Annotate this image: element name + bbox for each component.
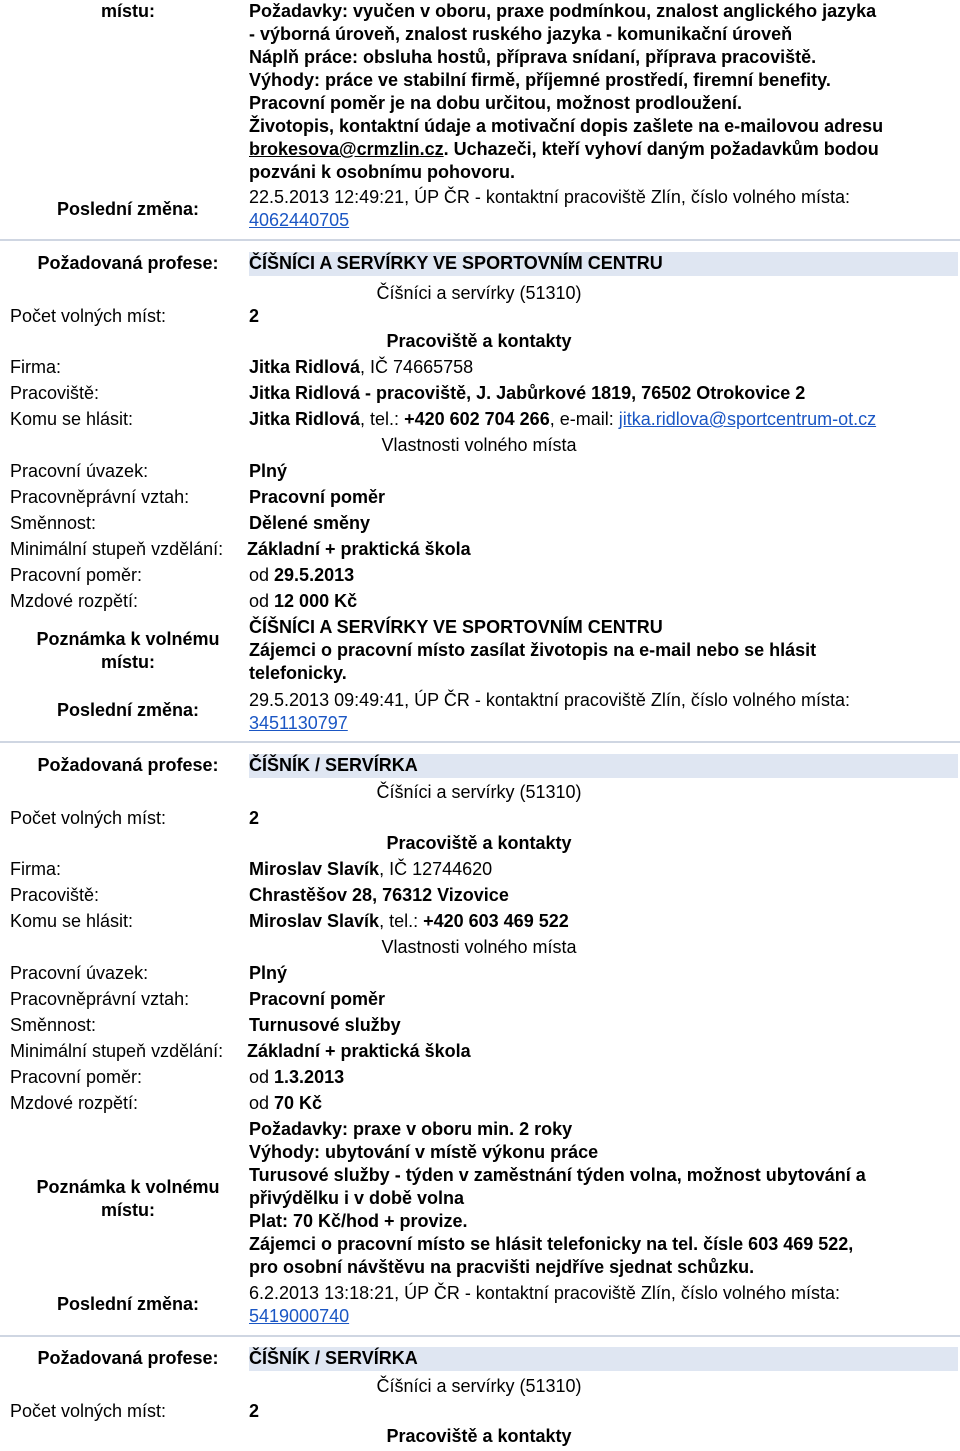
shift-value: Turnusové služby <box>249 1015 401 1035</box>
workplace-label: Pracoviště: <box>10 885 100 905</box>
profession-title: ČÍŠNÍK / SERVÍRKA <box>249 755 418 775</box>
relation-label: Pracovněprávní vztah: <box>10 487 190 507</box>
relation-value: Pracovní poměr <box>249 487 386 507</box>
note-line: pro osobní návštěvu na pracvišti nejdříve sjednat schůzku. <box>249 1257 755 1277</box>
last-change-text: 29.5.2013 09:49:41, ÚP ČR - kontaktní pracoviště Zlín, číslo volného místa: <box>249 690 850 710</box>
note-line: Náplň práce: obsluha hostů, příprava snídaní, příprava pracoviště. <box>249 47 817 67</box>
note-label-tail: místu: <box>101 652 155 672</box>
profession-category: Číšníci a servírky (51310) <box>376 1376 582 1396</box>
note-line: Požadavky: praxe v oboru min. 2 roky <box>249 1119 573 1139</box>
contact-email-link[interactable]: jitka.ridlova@sportcentrum-ot.cz <box>618 409 877 429</box>
last-change-label: Poslední změna: <box>56 1294 200 1314</box>
last-change-label: Poslední změna: <box>56 700 200 720</box>
note-line: Plat: 70 Kč/hod + provize. <box>249 1211 468 1231</box>
count-value: 2 <box>249 808 260 828</box>
education-label: Minimální stupeň vzdělání: <box>10 539 224 559</box>
shift-label: Směnnost: <box>10 1015 97 1035</box>
note-text: . Uchazeči, kteří vyhoví daným požadavkům bodou <box>443 139 879 159</box>
note-line: Zájemci o pracovní místo se hlásit telefonicky na tel. čísle 603 469 522, <box>249 1234 854 1254</box>
contact-label: Komu se hlásit: <box>10 409 134 429</box>
workplace-label: Pracoviště: <box>10 383 100 403</box>
note-line: - výborná úroveň, znalost ruského jazyka - komunikační úroveň <box>249 24 793 44</box>
profession-title: ČÍŠNÍCI A SERVÍRKY VE SPORTOVNÍM CENTRU <box>249 253 663 273</box>
employment-label: Pracovní poměr: <box>10 1067 143 1087</box>
note-line: přivýdělku i v době volna <box>249 1188 465 1208</box>
note-line: pozváni k osobnímu pohovoru. <box>249 162 516 182</box>
email-link[interactable]: brokesova@crmzlin.cz <box>249 139 444 159</box>
shift-label: Směnnost: <box>10 513 97 533</box>
note-line: ČÍŠNÍCI A SERVÍRKY VE SPORTOVNÍM CENTRU <box>249 617 663 637</box>
note-line: Výhody: ubytování v místě výkonu práce <box>249 1142 599 1162</box>
note-line: Pracovní poměr je na dobu určitou, možnost prodloužení. <box>249 93 743 113</box>
education-label: Minimální stupeň vzdělání: <box>10 1041 224 1061</box>
profession-label: Požadovaná profese: <box>37 253 219 273</box>
note-line: Zájemci o pracovní místo zasílat životopis na e-mail nebo se hlásit <box>249 640 817 660</box>
firm-value: Jitka Ridlová, IČ 74665758 <box>249 357 474 377</box>
workplace-value: Jitka Ridlová - pracoviště, J. Jabůrkové 1819, 76502 Otrokovice 2 <box>249 383 806 403</box>
salary-label: Mzdové rozpětí: <box>10 1093 139 1113</box>
note-label-tail: místu: <box>101 1200 155 1220</box>
note-label: Poznámka k volnému <box>36 629 220 649</box>
workload-label: Pracovní úvazek: <box>10 461 149 481</box>
note-label: Poznámka k volnému <box>36 1177 220 1197</box>
profession-category: Číšníci a servírky (51310) <box>376 283 582 303</box>
workload-value: Plný <box>249 461 288 481</box>
count-value: 2 <box>249 1401 260 1421</box>
count-label: Počet volných míst: <box>10 306 167 326</box>
relation-value: Pracovní poměr <box>249 989 386 1009</box>
contact-value: Jitka Ridlová, tel.: +420 602 704 266, e-mail: jitka.ridlova@sportcentrum-ot.cz <box>249 409 877 429</box>
section-heading-contacts: Pracoviště a kontakty <box>386 1426 572 1446</box>
count-label: Počet volných míst: <box>10 1401 167 1421</box>
salary-value: od 70 Kč <box>249 1093 323 1113</box>
salary-value: od 12 000 Kč <box>249 591 358 611</box>
section-heading-properties: Vlastnosti volného místa <box>381 435 577 455</box>
section-heading-contacts: Pracoviště a kontakty <box>386 833 572 853</box>
note-line: Turusové služby - týden v zaměstnání týden volna, možnost ubytování a <box>249 1165 866 1185</box>
workload-value: Plný <box>249 963 288 983</box>
count-label: Počet volných míst: <box>10 808 167 828</box>
profession-title-bar <box>249 754 958 778</box>
vacancy-id-link[interactable]: 4062440705 <box>249 210 350 230</box>
vacancy-id-link[interactable]: 3451130797 <box>249 713 348 733</box>
profession-label: Požadovaná profese: <box>37 1348 219 1368</box>
workplace-value: Chrastěšov 28, 76312 Vizovice <box>249 885 509 905</box>
note-label-tail: místu: <box>101 1 155 21</box>
profession-title-bar <box>249 1347 958 1371</box>
firm-label: Firma: <box>10 859 61 879</box>
note-line: telefonicky. <box>249 663 347 683</box>
profession-category: Číšníci a servírky (51310) <box>376 782 582 802</box>
relation-label: Pracovněprávní vztah: <box>10 989 190 1009</box>
firm-value: Miroslav Slavík, IČ 12744620 <box>249 859 493 879</box>
profession-title-bar <box>249 252 958 276</box>
workload-label: Pracovní úvazek: <box>10 963 149 983</box>
note-line-email <box>249 138 879 161</box>
profession-label: Požadovaná profese: <box>37 755 219 775</box>
divider <box>0 741 960 743</box>
employment-value: od 29.5.2013 <box>249 565 355 585</box>
shift-value: Dělené směny <box>249 513 371 533</box>
last-change-label: Poslední změna: <box>56 199 200 219</box>
section-heading-contacts: Pracoviště a kontakty <box>386 331 572 351</box>
note-line: Požadavky: vyučen v oboru, praxe podmínkou, znalost anglického jazyka <box>249 1 877 21</box>
salary-label: Mzdové rozpětí: <box>10 591 139 611</box>
section-heading-properties: Vlastnosti volného místa <box>381 937 577 957</box>
employment-value: od 1.3.2013 <box>249 1067 345 1087</box>
employment-label: Pracovní poměr: <box>10 565 143 585</box>
contact-label: Komu se hlásit: <box>10 911 134 931</box>
last-change-text: 22.5.2013 12:49:21, ÚP ČR - kontaktní pracoviště Zlín, číslo volného místa: <box>249 187 850 207</box>
firm-label: Firma: <box>10 357 61 377</box>
education-value: Základní + praktická škola <box>247 1041 471 1061</box>
note-line: Životopis, kontaktní údaje a motivační dopis zašlete na e-mailovou adresu <box>249 116 884 136</box>
contact-value: Miroslav Slavík, tel.: +420 603 469 522 <box>249 911 569 931</box>
note-line: Výhody: práce ve stabilní firmě, příjemné prostředí, firemní benefity. <box>249 70 831 90</box>
count-value: 2 <box>249 306 260 326</box>
profession-title: ČÍŠNÍK / SERVÍRKA <box>249 1348 418 1368</box>
divider <box>0 239 960 241</box>
divider <box>0 1335 960 1337</box>
vacancy-id-link[interactable]: 5419000740 <box>249 1306 350 1326</box>
last-change-text: 6.2.2013 13:18:21, ÚP ČR - kontaktní pracoviště Zlín, číslo volného místa: <box>249 1283 840 1303</box>
education-value: Základní + praktická škola <box>247 539 471 559</box>
